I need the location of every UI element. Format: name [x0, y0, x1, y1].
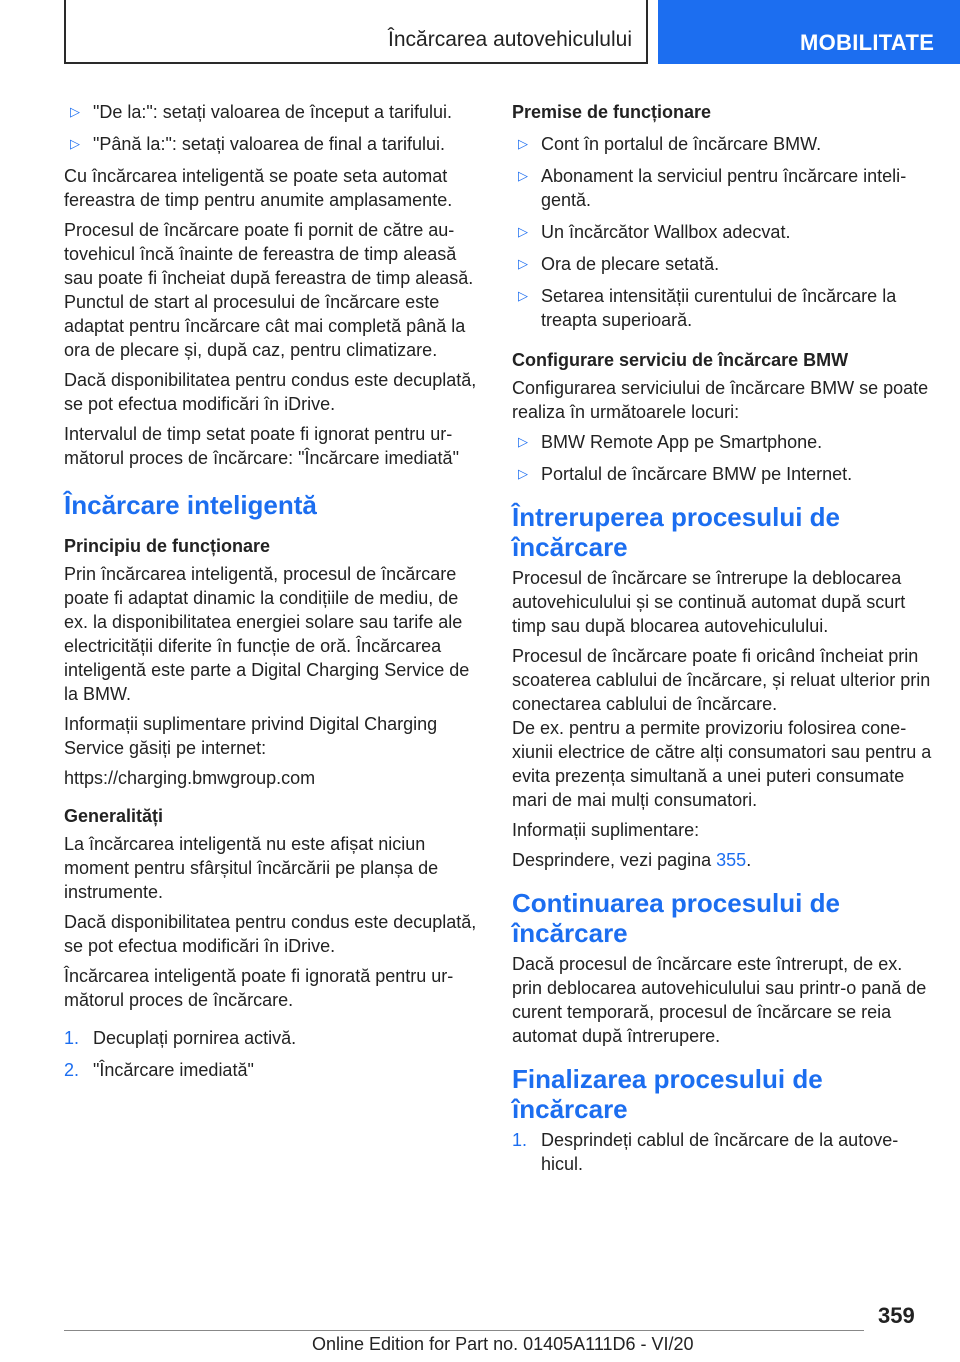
numbered-step: 2. "Încărcare imediată": [64, 1060, 254, 1080]
subheading-prerequisites: Premise de funcționare: [512, 102, 712, 122]
paragraph-page-reference: Desprindere, vezi pagina 355.: [512, 850, 752, 870]
paragraph: Intervalul de timp setat poate fi ignorat pentru următorul proces de încărcare: "Încărcare imediată": [64, 424, 459, 468]
numbered-step: 1. Decuplați pornirea activă.: [64, 1028, 297, 1048]
header-section-box: [64, 0, 648, 64]
subheading-principle: Principiu de funcționare: [64, 536, 271, 556]
list-item: ▷ Setarea intensității curentului de încărcare la treapta superioară.: [512, 284, 932, 332]
bullet-marker-icon: ▷: [518, 224, 528, 239]
section-title: Încărcarea autovehiculului: [388, 28, 632, 51]
list-item: ▷ Ora de plecare setată.: [512, 252, 932, 276]
bullet-marker-icon: ▷: [518, 256, 528, 271]
numbered-step: 1. Desprindeți cablul de încărcare de la autovehicul.: [512, 1130, 899, 1174]
list-item: ▷ "Până la:": setați valoarea de final a tarifului.: [64, 132, 480, 156]
paragraph: Încărcarea inteligentă poate fi ignorată pentru următorul proces de încărcare.: [64, 966, 454, 1010]
list-item: ▷ Un încărcător Wallbox adecvat.: [512, 220, 932, 244]
chapter-tab[interactable]: [658, 0, 960, 64]
paragraph: Prin încărcarea inteligentă, procesul de încărcare poate fi adaptat dinamic la condițiile de mediu, de ex. la disponibilitatea energiei solare sau tarife ale electricității diferite în funcție de oră. Încărcarea inteligentă este parte a Digital Charging Service de la BMW.: [64, 564, 470, 704]
chapter-tab-label: MOBILITATE: [800, 30, 935, 55]
paragraph: De ex. pentru a permite provizoriu folosirea conexiunii electrice de către alți consumatori sau pentru a evita prezența simultană a unei puteri consumate mari de mai mulți consumatori.: [512, 718, 932, 810]
heading-finish: Finalizarea procesului de încărcare: [512, 1064, 823, 1124]
bullet-marker-icon: ▷: [518, 288, 528, 303]
heading-continue: Continuarea procesului de încărcare: [512, 888, 840, 948]
list-item: ▷ Cont în portalul de încărcare BMW.: [512, 132, 932, 156]
heading-interrupt: Întreruperea procesului de încărcare: [512, 502, 840, 562]
heading-smart-charging: Încărcare inteligentă: [64, 490, 317, 520]
list-item: ▷ "De la:": setați valoarea de început a tarifului.: [64, 100, 480, 124]
bullet-marker-icon: ▷: [70, 104, 80, 119]
bullet-marker-icon: ▷: [518, 136, 528, 151]
paragraph: Informații suplimentare privind Digital Charging Service găsiți pe internet:: [64, 714, 438, 758]
footer-divider: [64, 1330, 864, 1331]
left-column: [64, 100, 480, 1090]
bullet-marker-icon: ▷: [518, 466, 528, 481]
paragraph: La încărcarea inteligentă nu este afișat niciun moment pentru sfârșitul încărcării pe planșa de instrumente.: [64, 834, 439, 902]
footer-edition: Online Edition for Part no. 01405A111D6 - VI/20: [312, 1334, 694, 1354]
bullet-marker-icon: ▷: [70, 136, 80, 151]
subheading-general: Generalități: [64, 806, 164, 826]
list-item: ▷ Portalul de încărcare BMW pe Internet.: [512, 462, 932, 486]
paragraph: Configurarea serviciului de încărcare BMW se poate realiza în următoarele locuri:: [512, 378, 929, 422]
page-link[interactable]: 355: [716, 850, 747, 870]
page-number: 359: [878, 1303, 915, 1328]
paragraph: Procesul de încărcare se întrerupe la deblocarea autovehiculului și se continuă automat după scurt timp sau după blocarea autovehiculului.: [512, 568, 906, 636]
right-column: [512, 100, 932, 1184]
paragraph: Dacă disponibilitatea pentru condus este decuplată, se pot efectua modificări în iDrive.: [64, 370, 477, 414]
paragraph: Informații suplimentare:: [512, 820, 700, 840]
subheading-config: Configurare serviciu de încărcare BMW: [512, 350, 849, 370]
paragraph: Procesul de încărcare poate fi oricând încheiat prin scoaterea cablului de încărcare, și reluat ulterior prin conectarea cablului de încărcare.: [512, 646, 931, 714]
bullet-marker-icon: ▷: [518, 168, 528, 183]
paragraph: Procesul de încărcare poate fi pornit de către autovehicul încă înainte de fereastra de timp aleasă sau poate fi încheiat după fereastra de timp aleasă. Punctul de start al procesului de încărcare este adaptat pentru încărcare cât mai completă până la ora de plecare și, după caz, pentru climatizare.: [64, 220, 474, 360]
list-item: ▷ BMW Remote App pe Smartphone.: [512, 430, 932, 454]
paragraph: Dacă disponibilitatea pentru condus este decuplată, se pot efectua modificări în iDrive.: [64, 912, 477, 956]
paragraph: Cu încărcarea inteligentă se poate seta automat fereastra de timp pentru anumite amplasamente.: [64, 166, 453, 210]
paragraph: Dacă procesul de încărcare este întrerupt, de ex. prin deblocarea autovehiculului sau printr-o pană de curent temporară, procesul de încărcare se reia automat după întrerupere.: [512, 954, 927, 1046]
list-item: ▷ Abonament la serviciul pentru încărcare inteligentă.: [512, 164, 932, 212]
bullet-marker-icon: ▷: [518, 434, 528, 449]
url-text: https://charging.bmwgroup.com: [64, 768, 316, 788]
